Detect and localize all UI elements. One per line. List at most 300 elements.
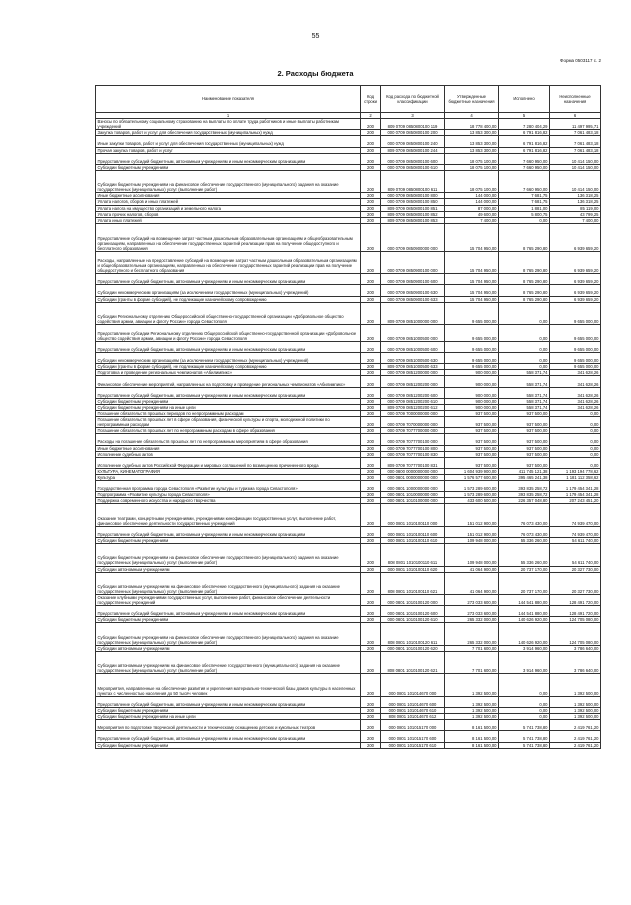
row-name-cell: Поддержка современного искусства и народного творчества	[96, 498, 361, 504]
row-approved-cell: 49 600,00	[445, 211, 499, 217]
row-name-cell: Субсидии бюджетным учреждениям	[96, 538, 361, 544]
row-unexecuted-cell: 9 655 000,00	[550, 364, 601, 370]
row-approved-cell: 18 778 400,00	[445, 119, 499, 130]
row-kbk-cell: 809 0709 7077700100 831	[381, 457, 445, 468]
row-unexecuted-cell: 10 414 150,00	[550, 164, 601, 170]
row-kbk-cell: 000 0709 0850900100 633	[381, 296, 445, 302]
header-executed: Исполнено	[499, 86, 550, 113]
row-kbk-cell: 000 0709 7077700100 830	[381, 451, 445, 457]
row-kbk-cell: 000 0709 0851000500 600	[381, 341, 445, 352]
row-approved-cell: 9 655 000,00	[445, 302, 499, 324]
row-unexecuted-cell: 10 414 150,00	[550, 153, 601, 164]
row-kbk-cell: 000 0709 0850800100 200	[381, 130, 445, 136]
row-kbk-cell: 809 0709 0851000500 633	[381, 364, 445, 370]
row-name-cell: Прочая закупка товаров, работ и услуг	[96, 147, 361, 153]
row-approved-cell: 144 000,00	[445, 199, 499, 205]
row-code-cell: 200	[361, 296, 381, 302]
row-name-cell: Предоставление субсидий бюджетным, автономным учреждениям и иным некоммерческим организациям	[96, 341, 361, 352]
row-approved-cell: 18 075 100,00	[445, 164, 499, 170]
row-name-cell: Расходы, направленные на предоставление субсидий на возмещение затрат частным дошкольным образовательным организациям и общеобразовательным организациям, направленных на обеспечение государственных гарантий реализации прав на получение общедоступного и бесплатного образования	[96, 251, 361, 273]
row-code-cell: 200	[361, 404, 381, 410]
row-executed-cell: 558 371,74	[499, 370, 550, 376]
row-name-cell: Закупка товаров, работ и услуг для обеспечения государственных (муниципальных) нужд	[96, 130, 361, 136]
row-name-cell: Взносы по обязательному социальному страхованию на выплаты по оплате труда работников и иные выплаты работникам учреждений	[96, 119, 361, 130]
row-code-cell: 200	[361, 742, 381, 748]
row-executed-cell: 558 371,74	[499, 404, 550, 410]
row-unexecuted-cell: 74 939 470,00	[550, 504, 601, 526]
row-approved-cell: 15 704 950,00	[445, 274, 499, 285]
row-unexecuted-cell: 9 655 000,00	[550, 341, 601, 352]
table-row	[96, 417, 601, 428]
row-approved-cell: 265 332 000,00	[445, 623, 499, 645]
row-approved-cell: 13 853 300,00	[445, 136, 499, 147]
row-code-cell: 200	[361, 364, 381, 370]
row-kbk-cell: 000 0709 0851200200 600	[381, 387, 445, 398]
header-code: Код строки	[361, 86, 381, 113]
row-approved-cell: 15 704 950,00	[445, 223, 499, 251]
row-kbk-cell: 000 0801 101014670 000	[381, 674, 445, 696]
row-kbk-cell: 809 0709 0851000000 000	[381, 302, 445, 324]
row-name-cell: Мероприятия, направленные на обеспечение развития и укрепления материально-технической базы домов культуры в населенных пунктах с численностью населения до 50 тысяч человек	[96, 674, 361, 696]
row-unexecuted-cell: 1 179 454 341,28	[550, 492, 601, 498]
row-unexecuted-cell: 0,00	[550, 410, 601, 416]
row-executed-cell: 6 791 816,82	[499, 130, 550, 136]
row-unexecuted-cell: 11 497 995,71	[550, 119, 601, 130]
row-executed-cell: 55 336 260,00	[499, 544, 550, 566]
row-kbk-cell: 808 0801 1010100110 611	[381, 544, 445, 566]
row-executed-cell: 7 681,75	[499, 199, 550, 205]
row-code-cell: 200	[361, 475, 381, 481]
row-name-cell: Оказание театрами, концертными учреждениями, учреждениями кинофикации государственных услуг, выполнение работ, финансовое обеспечение деятельности государственных учреждений	[96, 504, 361, 526]
row-code-cell: 200	[361, 223, 381, 251]
table-row	[96, 302, 601, 324]
row-code-cell: 200	[361, 566, 381, 572]
row-kbk-cell: 000 0709 0850900100 600	[381, 274, 445, 285]
row-executed-cell: 144 541 880,00	[499, 595, 550, 606]
row-unexecuted-cell: 128 491 720,00	[550, 606, 601, 617]
row-unexecuted-cell: 54 611 740,00	[550, 538, 601, 544]
row-executed-cell: 8 765 290,80	[499, 223, 550, 251]
row-unexecuted-cell: 43 799,25	[550, 211, 601, 217]
row-name-cell: Уплата налога на имущество организаций и земельного налога	[96, 205, 361, 211]
row-executed-cell: 5 800,75	[499, 211, 550, 217]
row-executed-cell: 0,00	[499, 341, 550, 352]
row-approved-cell: 15 704 950,00	[445, 285, 499, 296]
table-row	[96, 720, 601, 731]
row-name-cell: Финансовое обеспечение мероприятий, направленных на подготовку и проведение региональных чемпионатов «Абилимпикс»	[96, 376, 361, 387]
table-header-row	[96, 86, 601, 113]
row-code-cell: 200	[361, 153, 381, 164]
row-code-cell: 200	[361, 606, 381, 617]
row-unexecuted-cell: 3 786 640,00	[550, 645, 601, 651]
row-name-cell: Предоставление субсидий бюджетным, автономным учреждениям и иным некоммерческим организациям	[96, 526, 361, 537]
row-unexecuted-cell: 7 400,00	[550, 217, 601, 223]
row-kbk-cell: 000 0801 1000000000 000	[381, 481, 445, 492]
row-executed-cell: 8 765 290,80	[499, 296, 550, 302]
row-name-cell: Исполнение судебных актов	[96, 451, 361, 457]
row-kbk-cell: 000 0709 0851000500 630	[381, 353, 445, 364]
row-approved-cell: 433 600 500,00	[445, 498, 499, 504]
row-name-cell: Предоставление субсидий бюджетным, автономным учреждениям и иным некоммерческим организациям	[96, 606, 361, 617]
row-name-cell: Субсидии бюджетным учреждениям на финансовое обеспечение государственного (муниципального) задания на оказание государственных (муниципальных) услуг (выполнение работ)	[96, 170, 361, 192]
row-code-cell: 200	[361, 170, 381, 192]
row-code-cell: 200	[361, 720, 381, 731]
row-kbk-cell: 000 0709 7000000000 000	[381, 410, 445, 416]
row-unexecuted-cell: 0,00	[550, 445, 601, 451]
row-kbk-cell: 000 0709 0850800100 800	[381, 193, 445, 199]
table-row	[96, 341, 601, 352]
row-approved-cell: 265 332 000,00	[445, 617, 499, 623]
row-executed-cell: 395 465 241,38	[499, 475, 550, 481]
row-executed-cell: 3 914 960,00	[499, 651, 550, 673]
table-row	[96, 434, 601, 445]
table-row	[96, 481, 601, 492]
row-name-cell: Уплата прочих налогов, сборов	[96, 211, 361, 217]
row-code-cell: 200	[361, 164, 381, 170]
row-code-cell: 200	[361, 492, 381, 498]
row-code-cell: 200	[361, 325, 381, 342]
row-code-cell: 200	[361, 623, 381, 645]
row-unexecuted-cell: 54 611 740,00	[550, 544, 601, 566]
row-unexecuted-cell: 9 655 000,00	[550, 302, 601, 324]
row-executed-cell: 7 280 404,29	[499, 119, 550, 130]
table-row	[96, 274, 601, 285]
row-kbk-cell: 809 0709 0850800100 244	[381, 147, 445, 153]
row-name-cell: Субсидии некоммерческим организациям (за исключением государственных (муниципальных) учреждений)	[96, 285, 361, 296]
row-unexecuted-cell: 3 786 640,00	[550, 651, 601, 673]
row-approved-cell: 9 655 000,00	[445, 325, 499, 342]
page-number: 55	[311, 33, 320, 40]
row-executed-cell: 0,00	[499, 714, 550, 720]
table-row	[96, 651, 601, 673]
row-code-cell: 200	[361, 217, 381, 223]
row-executed-cell: 6 791 816,82	[499, 136, 550, 147]
column-number: 6	[550, 113, 601, 119]
row-kbk-cell: 809 0709 0850800100 851	[381, 205, 445, 211]
row-code-cell: 200	[361, 498, 381, 504]
row-code-cell: 200	[361, 674, 381, 696]
budget-expenses-table-wrap	[95, 85, 600, 749]
row-unexecuted-cell: 0,00	[550, 434, 601, 445]
row-kbk-cell: 000 0800 0000000000 000	[381, 468, 445, 474]
row-name-cell: Уплата иных платежей	[96, 217, 361, 223]
row-approved-cell: 1 604 939 900,00	[445, 468, 499, 474]
row-name-cell: Предоставление субсидий бюджетным, автономным учреждениям и иным некоммерческим организациям	[96, 731, 361, 742]
row-name-cell: Субсидии бюджетным учреждениям	[96, 742, 361, 748]
row-unexecuted-cell: 85 119,00	[550, 205, 601, 211]
row-approved-cell: 8 161 500,00	[445, 720, 499, 731]
row-name-cell: Иные закупки товаров, работ и услуг для обеспечения государственных (муниципальных) нужд	[96, 136, 361, 147]
row-kbk-cell: 000 0801 1010100110 620	[381, 566, 445, 572]
column-number: 3	[381, 113, 445, 119]
row-executed-cell: 20 737 170,00	[499, 566, 550, 572]
row-unexecuted-cell: 128 491 720,00	[550, 595, 601, 606]
row-code-cell: 200	[361, 504, 381, 526]
column-number: 4	[445, 113, 499, 119]
row-name-cell: Подготовка и проведение региональных чемпионатов «Абилимпикс»	[96, 370, 361, 376]
row-name-cell: Субсидии бюджетным учреждениям на финансовое обеспечение государственного (муниципального) задания на оказание государственных (муниципальных) услуг (выполнение работ)	[96, 544, 361, 566]
row-name-cell: Субсидии бюджетным учреждениям	[96, 164, 361, 170]
row-kbk-cell: 000 0801 101015170 000	[381, 720, 445, 731]
row-code-cell: 200	[361, 398, 381, 404]
row-executed-cell: 5 741 738,80	[499, 742, 550, 748]
row-executed-cell: 0,00	[499, 302, 550, 324]
row-executed-cell: 393 835 258,72	[499, 492, 550, 498]
row-unexecuted-cell: 9 655 000,00	[550, 353, 601, 364]
row-name-cell: Субсидии автономным учреждениям	[96, 566, 361, 572]
row-kbk-cell: 000 0709 0850900000 000	[381, 223, 445, 251]
row-code-cell: 200	[361, 130, 381, 136]
row-code-cell: 200	[361, 193, 381, 199]
table-row	[96, 731, 601, 742]
row-code-cell: 200	[361, 205, 381, 211]
table-row	[96, 136, 601, 147]
row-kbk-cell: 000 0801 101015170 600	[381, 731, 445, 742]
row-executed-cell: 0,00	[499, 364, 550, 370]
row-unexecuted-cell: 2 419 761,20	[550, 742, 601, 748]
row-code-cell: 200	[361, 572, 381, 594]
row-code-cell: 200	[361, 274, 381, 285]
row-executed-cell: 0,00	[499, 674, 550, 696]
row-code-cell: 200	[361, 387, 381, 398]
row-code-cell: 200	[361, 544, 381, 566]
row-executed-cell: 558 371,74	[499, 398, 550, 404]
row-code-cell: 200	[361, 376, 381, 387]
row-name-cell: Иные бюджетные ассигнования	[96, 193, 361, 199]
row-kbk-cell: 000 0709 0851200200 000	[381, 376, 445, 387]
row-executed-cell: 144 541 880,00	[499, 606, 550, 617]
row-name-cell: Субсидии бюджетным учреждениям	[96, 398, 361, 404]
row-unexecuted-cell: 20 327 730,00	[550, 572, 601, 594]
row-unexecuted-cell: 9 655 000,00	[550, 325, 601, 342]
table-row	[96, 623, 601, 645]
row-unexecuted-cell: 0,00	[550, 417, 601, 428]
row-code-cell: 200	[361, 285, 381, 296]
row-unexecuted-cell: 7 061 483,18	[550, 136, 601, 147]
row-unexecuted-cell: 10 414 150,00	[550, 170, 601, 192]
row-approved-cell: 937 500,00	[445, 457, 499, 468]
row-executed-cell: 140 626 920,00	[499, 623, 550, 645]
row-kbk-cell: 808 0801 1010100120 611	[381, 623, 445, 645]
table-row	[96, 376, 601, 387]
row-code-cell: 200	[361, 457, 381, 468]
row-unexecuted-cell: 7 061 483,18	[550, 147, 601, 153]
row-code-cell: 200	[361, 428, 381, 434]
row-code-cell: 200	[361, 199, 381, 205]
row-executed-cell: 0,00	[499, 353, 550, 364]
row-name-cell: Субсидии бюджетным учреждениям	[96, 707, 361, 713]
row-unexecuted-cell: 1 193 194 778,62	[550, 468, 601, 474]
row-kbk-cell: 000 0801 1010100110 000	[381, 504, 445, 526]
row-unexecuted-cell: 124 705 080,00	[550, 617, 601, 623]
row-executed-cell: 140 626 920,00	[499, 617, 550, 623]
row-executed-cell: 937 500,00	[499, 434, 550, 445]
row-unexecuted-cell: 0,00	[550, 451, 601, 457]
row-name-cell: Погашение обязательств прошлых лет в сфере образования, физической культуры и спорта, молодежной политики по непрограммным расходам	[96, 417, 361, 428]
row-executed-cell: 937 500,00	[499, 451, 550, 457]
row-unexecuted-cell: 2 419 761,20	[550, 731, 601, 742]
table-row	[96, 674, 601, 696]
row-unexecuted-cell: 341 628,26	[550, 370, 601, 376]
row-code-cell: 200	[361, 526, 381, 537]
row-kbk-cell: 000 0709 7070000000 000	[381, 417, 445, 428]
row-code-cell: 200	[361, 707, 381, 713]
row-kbk-cell: 000 0709 0851200200 610	[381, 398, 445, 404]
row-executed-cell: 558 371,74	[499, 376, 550, 387]
row-kbk-cell: 808 0801 1010100110 621	[381, 572, 445, 594]
row-executed-cell: 7 660 950,00	[499, 170, 550, 192]
row-approved-cell: 8 161 500,00	[445, 731, 499, 742]
row-code-cell: 200	[361, 147, 381, 153]
row-name-cell: Уплата налогов, сборов и иных платежей	[96, 199, 361, 205]
row-executed-cell: 8 765 290,80	[499, 251, 550, 273]
row-executed-cell: 411 745 121,38	[499, 468, 550, 474]
row-kbk-cell: 000 0801 1010100000 000	[381, 498, 445, 504]
row-code-cell: 200	[361, 136, 381, 147]
row-unexecuted-cell: 6 939 659,20	[550, 223, 601, 251]
table-row	[96, 504, 601, 526]
row-code-cell: 200	[361, 451, 381, 457]
row-executed-cell: 8 765 290,80	[499, 285, 550, 296]
table-row	[96, 696, 601, 707]
row-approved-cell: 273 033 600,00	[445, 606, 499, 617]
row-name-cell: Субсидии автономным учреждениям на финансовое обеспечение государственного (муниципального) задания на оказание государственных (муниципальных) услуг (выполнение работ)	[96, 651, 361, 673]
row-executed-cell: 8 765 290,80	[499, 274, 550, 285]
section-title: 2. Расходы бюджета	[277, 69, 354, 78]
row-kbk-cell: 809 0709 0850800100 853	[381, 217, 445, 223]
row-executed-cell: 226 357 048,80	[499, 498, 550, 504]
row-executed-cell: 76 073 430,00	[499, 504, 550, 526]
row-code-cell: 200	[361, 251, 381, 273]
row-name-cell: Субсидии (гранты в форме субсидий), не подлежащие казначейскому сопровождению	[96, 296, 361, 302]
row-executed-cell: 393 835 258,72	[499, 481, 550, 492]
row-name-cell: Расходы на погашение обязательств прошлых лет по непрограммным мероприятиям в сфере образования	[96, 434, 361, 445]
row-kbk-cell: 808 0801 1010100120 621	[381, 651, 445, 673]
row-executed-cell: 5 741 738,80	[499, 720, 550, 731]
table-row	[96, 251, 601, 273]
row-unexecuted-cell: 1 392 500,00	[550, 696, 601, 707]
row-code-cell: 200	[361, 410, 381, 416]
row-kbk-cell: 000 0709 7077700100 000	[381, 434, 445, 445]
row-name-cell: Государственная программа города Севастополя «Развитие культуры и туризма города Севастополя»	[96, 481, 361, 492]
table-row	[96, 285, 601, 296]
row-kbk-cell: 809 0709 0850800100 852	[381, 211, 445, 217]
row-executed-cell: 937 500,00	[499, 445, 550, 451]
row-code-cell: 200	[361, 370, 381, 376]
row-approved-cell: 1 392 500,00	[445, 674, 499, 696]
row-approved-cell: 109 948 000,00	[445, 538, 499, 544]
row-executed-cell: 0,00	[499, 707, 550, 713]
row-code-cell: 200	[361, 468, 381, 474]
row-name-cell: Оказание клубными учреждениями государственных услуг, выполнение работ, финансовое обеспечение деятельности государственных учреждений	[96, 595, 361, 606]
row-kbk-cell: 000 0709 7077700000 000	[381, 428, 445, 434]
row-approved-cell: 937 500,00	[445, 410, 499, 416]
table-row	[96, 387, 601, 398]
row-approved-cell: 8 161 500,00	[445, 742, 499, 748]
row-approved-cell: 15 704 950,00	[445, 296, 499, 302]
row-executed-cell: 0,00	[499, 696, 550, 707]
table-row	[96, 606, 601, 617]
row-unexecuted-cell: 341 628,26	[550, 376, 601, 387]
row-name-cell: Мероприятия по подготовке творческой деятельности и техническому оснащению детских и кукольных театров	[96, 720, 361, 731]
row-name-cell: Субсидии автономным учреждениям	[96, 645, 361, 651]
row-approved-cell: 937 500,00	[445, 451, 499, 457]
column-number: 2	[361, 113, 381, 119]
header-name: Наименование показателя	[96, 86, 361, 113]
table-row	[96, 595, 601, 606]
row-approved-cell: 1 392 500,00	[445, 714, 499, 720]
row-executed-cell: 5 741 738,80	[499, 731, 550, 742]
row-name-cell: Иные бюджетные ассигнования	[96, 445, 361, 451]
row-kbk-cell: 000 0801 1010100120 610	[381, 617, 445, 623]
row-approved-cell: 900 000,00	[445, 404, 499, 410]
row-executed-cell: 937 500,00	[499, 457, 550, 468]
row-code-cell: 200	[361, 341, 381, 352]
row-approved-cell: 151 012 900,00	[445, 504, 499, 526]
row-executed-cell: 20 737 170,00	[499, 572, 550, 594]
row-name-cell: Погашение обязательств прошлых лет по непрограммным расходам в сфере образования	[96, 428, 361, 434]
row-unexecuted-cell: 1 181 112 358,62	[550, 475, 601, 481]
table-row	[96, 572, 601, 594]
row-approved-cell: 1 392 500,00	[445, 696, 499, 707]
row-approved-cell: 1 576 577 600,00	[445, 475, 499, 481]
row-unexecuted-cell: 1 392 500,00	[550, 707, 601, 713]
row-name-cell: Субсидии бюджетным учреждениям	[96, 617, 361, 623]
row-name-cell: Субсидии Региональному отделению Общероссийской общественно-государственной организации «Добровольное общество содействия армии, авиации и флоту России» города Севастополя	[96, 302, 361, 324]
row-kbk-cell: 000 0801 1010100110 610	[381, 538, 445, 544]
row-executed-cell: 1 881,00	[499, 205, 550, 211]
row-approved-cell: 9 655 000,00	[445, 353, 499, 364]
row-approved-cell: 144 000,00	[445, 193, 499, 199]
row-name-cell: КУЛЬТУРА, КИНЕМАТОГРАФИЯ	[96, 468, 361, 474]
row-approved-cell: 937 500,00	[445, 445, 499, 451]
row-approved-cell: 900 000,00	[445, 376, 499, 387]
table-row	[96, 170, 601, 192]
row-kbk-cell: 000 0801 101015170 610	[381, 742, 445, 748]
row-kbk-cell: 000 0709 0850800100 850	[381, 199, 445, 205]
row-executed-cell: 7 681,75	[499, 193, 550, 199]
row-approved-cell: 1 573 289 600,00	[445, 492, 499, 498]
row-unexecuted-cell: 1 392 500,00	[550, 674, 601, 696]
table-row	[96, 153, 601, 164]
row-unexecuted-cell: 0,00	[550, 457, 601, 468]
row-kbk-cell: 808 0801 101014670 612	[381, 714, 445, 720]
row-unexecuted-cell: 0,00	[550, 428, 601, 434]
row-unexecuted-cell: 1 179 454 341,28	[550, 481, 601, 492]
row-code-cell: 200	[361, 481, 381, 492]
row-executed-cell: 7 660 950,00	[499, 164, 550, 170]
row-unexecuted-cell: 6 939 659,20	[550, 251, 601, 273]
row-kbk-cell: 000 0709 0850900100 630	[381, 285, 445, 296]
column-number: 1	[96, 113, 361, 119]
row-unexecuted-cell: 341 628,26	[550, 398, 601, 404]
row-executed-cell: 558 371,74	[499, 387, 550, 398]
row-code-cell: 200	[361, 645, 381, 651]
row-unexecuted-cell: 2 419 761,20	[550, 720, 601, 731]
row-kbk-cell: 809 0709 0850800100 611	[381, 170, 445, 192]
row-code-cell: 200	[361, 538, 381, 544]
table-row	[96, 526, 601, 537]
row-approved-cell: 9 655 000,00	[445, 364, 499, 370]
row-unexecuted-cell: 136 318,25	[550, 199, 601, 205]
row-kbk-cell: 000 0801 101014670 600	[381, 696, 445, 707]
row-approved-cell: 109 948 000,00	[445, 544, 499, 566]
row-executed-cell: 937 500,00	[499, 417, 550, 428]
row-approved-cell: 900 000,00	[445, 387, 499, 398]
row-executed-cell: 7 660 950,00	[499, 153, 550, 164]
row-unexecuted-cell: 136 318,25	[550, 193, 601, 199]
row-executed-cell: 937 500,00	[499, 410, 550, 416]
